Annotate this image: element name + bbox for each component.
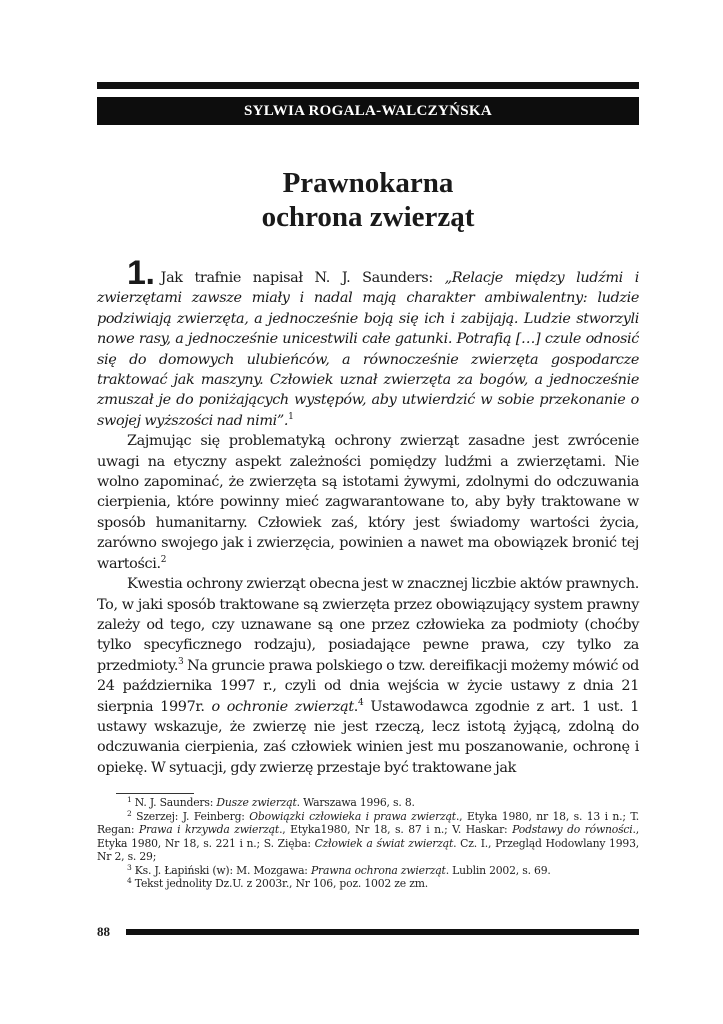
footnotes: [97, 796, 639, 891]
footnote-3: [97, 864, 639, 878]
author-name: SYLWIA ROGALA-WALCZYŃSKA: [244, 102, 492, 119]
footnote-2-text-e: . Cz. I., Przegląd Hodowlany 1993, Nr 2, s. 29;: [97, 836, 639, 863]
footnote-ref-4: 4: [358, 697, 364, 708]
footnote-1-title: Dusze zwierząt: [216, 796, 297, 809]
footnote-2-title-3: Podstawy do równości: [512, 823, 633, 836]
footnote-separator: [116, 793, 194, 794]
author-header: [97, 97, 639, 125]
footnote-2-text-b: ., Etyka 1980, nr 18, s. 13 i n.; T. Regan:: [97, 809, 639, 836]
article-body: [97, 254, 640, 778]
footnote-3-source: . Lublin 2002, s. 69.: [445, 863, 551, 877]
footnote-ref-1: 1: [288, 411, 294, 422]
footnote-1-number: 1: [127, 795, 132, 804]
title-line-1: Prawnokarna: [282, 167, 454, 199]
paragraph-3: [97, 574, 639, 778]
paragraph-1: [97, 254, 639, 431]
footnote-1-source: . Warszawa 1996, s. 8.: [296, 796, 415, 809]
paragraph-3-b: Na gruncie prawa polskiego o tzw. dereifikacji możemy mówić od 24 października 1997 r., czyli od dnia wejścia w życie ustawy z dnia 21 sierpnia 1997r.: [97, 657, 639, 715]
paragraph-3-c: .: [353, 698, 359, 715]
footnote-2-text-d: ., Etyka 1980, Nr 18, s. 221 i n.; S. Zięba:: [97, 823, 639, 850]
footnote-3-title: Prawna ochrona zwierząt: [310, 863, 446, 877]
footnote-2: [97, 810, 639, 864]
footnote-2-title-4: Człowiek a świat zwierząt: [314, 836, 454, 850]
act-title: o ochronie zwierząt: [211, 698, 354, 715]
footnote-ref-3: 3: [178, 656, 184, 667]
footnote-1-text: N. J. Saunders:: [131, 796, 217, 809]
footnote-4-text: Tekst jednolity Dz.U. z 2003r., Nr 106, poz. 1002 ze zm.: [131, 877, 428, 890]
paragraph-3-a: Kwestia ochrony zwierząt obecna jest w znacznej liczbie aktów prawnych. To, w jaki sposób traktowane są zwierzęta przez obowiązujący system prawny zależy od tego, czy uznawane są one przez człowieka za podmioty (choćby tylko specyficznego rodzaju), posiadające pewne prawa, czy tylko za przedmioty.: [97, 576, 639, 674]
footnote-2-title-1: Obowiązki człowieka i prawa zwierząt: [249, 809, 456, 823]
footnote-4: [97, 877, 639, 891]
paragraph-2-text: Zajmując się problematyką ochrony zwierząt zasadne jest zwrócenie uwagi na etyczny aspekt zależności pomiędzy ludźmi a zwierzętami. Nie wolno zapominać, że zwierzęta są istotami żywymi, zdolnymi do odczuwania cierpienia, które powinny mieć zagwarantowane to, aby były traktowane w sposób humanitarny. Człowiek zaś, który jest świadomy wartości życia, zarówno swojego jak i zwierzęcia, powinien a nawet ma obowiązek bronić tej wartości.: [97, 433, 639, 572]
page-number: 88: [97, 924, 110, 939]
footnote-1: [97, 796, 639, 810]
article-title: [97, 166, 639, 234]
footnote-3-number: 3: [127, 862, 132, 872]
saunders-quote: „Relacje między ludźmi i zwierzętami zawsze miały i nadal mają charakter ambiwalentny: ludzie podziwiają zwierzęta, a jednocześnie boją się ich i zabijają. Ludzie stworzyli nowe rasy, a jednocześnie unicestwili całe gatunki. Potrafią […] czule odnosić się do domowych ulubieńców, a równocześnie zwierzęta gospodarcze traktować jak maszyny. Człowiek uznał zwierzęta za bogów, a jednocześnie zmuszał je do poniżających występów, aby utwierdzić w sobie przekonanie o swojej wyższości nad nimi”.: [97, 270, 639, 429]
paragraph-2: [97, 431, 639, 574]
footnote-2-text-a: Szerzej: J. Feinberg:: [131, 809, 250, 823]
top-rule: [97, 82, 639, 89]
section-number: 1.: [127, 254, 155, 292]
footnote-ref-2: 2: [160, 554, 167, 565]
bottom-rule: [126, 929, 639, 935]
paragraph-1-intro: Jak trafnie napisał N. J. Saunders:: [160, 270, 445, 286]
footnote-2-text-c: ., Etyka1980, Nr 18, s. 87 i n.; V. Haskar:: [279, 823, 513, 836]
footnote-2-number: 2: [127, 808, 132, 818]
footnote-2-title-2: Prawa i krzywda zwierząt: [138, 823, 280, 836]
paragraph-3-d: Ustawodawca zgodnie z art. 1 ust. 1 ustawy wskazuje, że zwierzę nie jest rzeczą, lecz istotą żyjącą, zdolną do odczuwania cierpienia, zaś człowiek winien jest mu poszanowanie, ochronę i opiekę. W sytuacji, gdy zwierzę przestaje być traktowane jak: [97, 698, 640, 776]
footnote-4-number: 4: [127, 876, 132, 885]
footnote-3-text: Ks. J. Łapiński (w): M. Mozgawa:: [131, 863, 311, 877]
title-line-2: ochrona zwierząt: [261, 201, 475, 233]
